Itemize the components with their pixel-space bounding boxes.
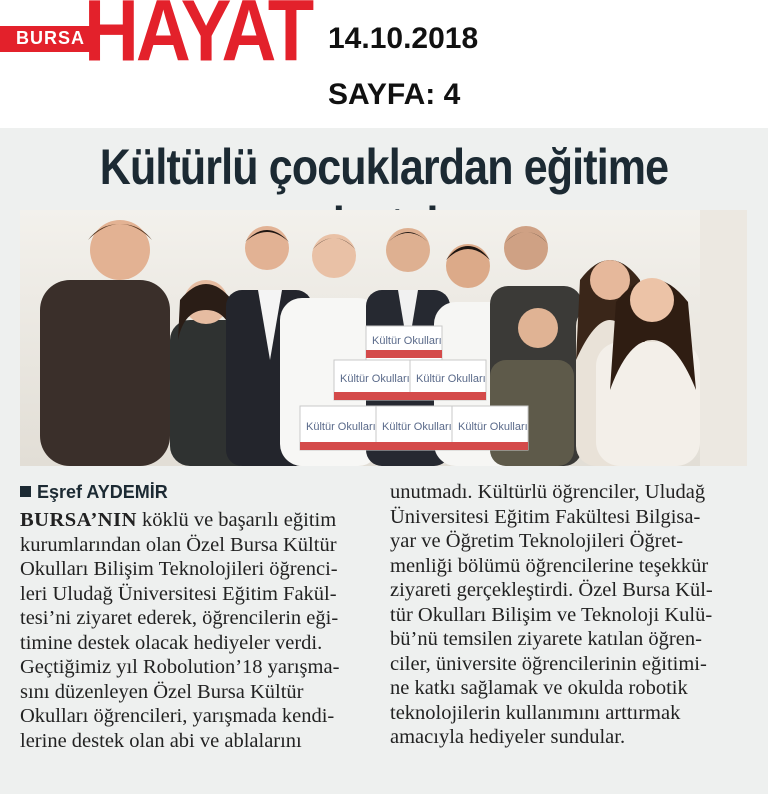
article-line: kurumlarından olan Özel Bursa Kültür — [20, 533, 337, 556]
article-line: timine destek olacak hediyeler verdi. — [20, 631, 323, 654]
logo-small-text: BURSA — [16, 28, 86, 48]
article-line: teknolojilerin kullanımını arttırmak — [390, 701, 681, 724]
article-line: Üniversitesi Eğitim Fakültesi Bilgisa- — [390, 505, 701, 528]
article-line: lerine destek olan abi ve ablalarını — [20, 729, 302, 752]
article-line: tesi’ni ziyaret ederek, öğrencilerin eği- — [20, 607, 339, 629]
article-column-1 — [20, 508, 339, 753]
byline-square-icon — [20, 486, 31, 497]
article-column-2 — [390, 480, 713, 750]
box-label-2: Kültür Okulları — [340, 373, 410, 385]
newspaper-clipping — [0, 128, 768, 794]
article-line: tür Okulları Bilişim ve Teknoloji Kulü- — [390, 603, 713, 626]
box-label-5: Kültür Okulları — [382, 421, 452, 433]
lead-rest: köklü ve başarılı eğitim — [136, 509, 337, 531]
article-line: amacıyla hediyeler sundular. — [390, 726, 626, 748]
box-label-6: Kültür Okulları — [458, 421, 528, 433]
article-line: unutmadı. Kültürlü öğrenciler, Uludağ — [390, 481, 706, 503]
article-line — [20, 508, 339, 533]
article-line: ziyareti gerçekleştirdi. Özel Bursa Kül- — [390, 579, 713, 601]
logo-big-text: HAYAT — [84, 0, 312, 80]
box-label-4: Kültür Okulları — [306, 421, 376, 433]
author-name: Eşref AYDEMİR — [37, 482, 168, 502]
article-line: Okulları Bilişim Teknolojileri öğrenci- — [20, 558, 338, 580]
article-line: ne katkı sağlamak ve okulda robotik — [390, 677, 688, 699]
publication-date: 14.10.2018 — [328, 22, 479, 55]
article-line: menliği bölümü öğrencilerine teşekkür — [390, 554, 709, 577]
masthead — [0, 0, 768, 128]
article-line: leri Uludağ Üniversitesi Eğitim Fakül- — [20, 582, 337, 605]
article-line: Okulları öğrencileri, yarışmada kendi- — [20, 705, 335, 727]
lead-word: BURSA’NIN — [20, 509, 137, 531]
article-line: sını düzenleyen Özel Bursa Kültür — [20, 680, 304, 703]
article-line: bü’nü temsilen ziyarete katılan öğren- — [390, 628, 702, 650]
article-headline: Kültürlü çocuklardan eğitime — [99, 139, 669, 195]
byline — [20, 482, 168, 503]
group-photo — [20, 210, 747, 466]
box-label-1: Kültür Okulları — [372, 335, 442, 347]
article-line: Geçtiğimiz yıl Robolution’18 yarışma- — [20, 656, 340, 678]
article-line: yar ve Öğretim Teknolojileri Öğret- — [390, 530, 684, 552]
page-number: SAYFA: 4 — [328, 78, 461, 111]
box-label-3: Kültür Okulları — [416, 373, 486, 385]
article-line: ciler, üniversite öğrencilerinin eğitimi- — [390, 652, 707, 675]
